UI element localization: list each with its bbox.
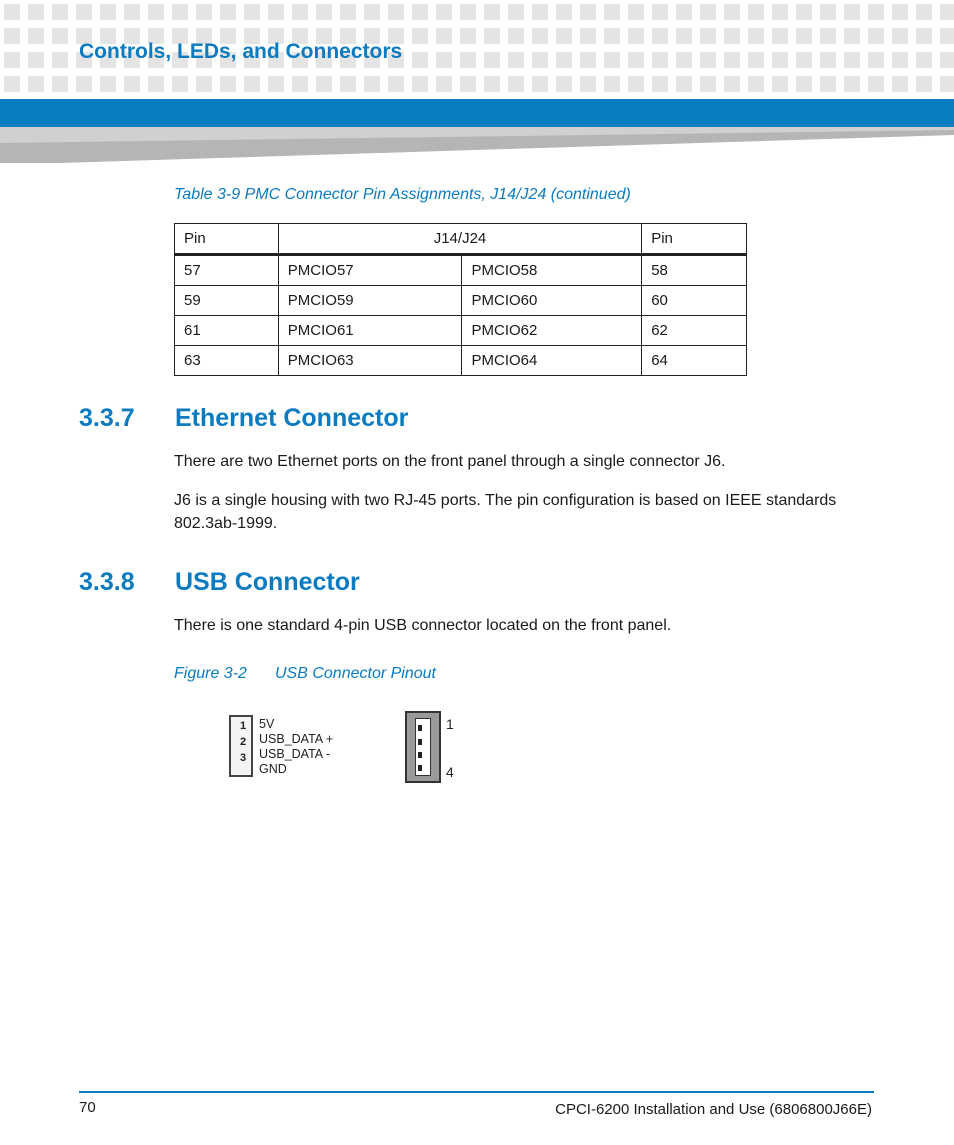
figure-caption — [174, 665, 436, 683]
table-cell: PMCIO59 — [278, 286, 462, 316]
pattern-cell — [724, 28, 740, 44]
pattern-cell — [4, 76, 20, 92]
usb-pin-first-label: 1 — [446, 716, 454, 732]
pattern-cell — [892, 28, 908, 44]
table-cell: PMCIO61 — [278, 316, 462, 346]
section-number: 3.3.8 — [79, 568, 135, 596]
pin-number-box — [229, 715, 253, 777]
header-section-title: Controls, LEDs, and Connectors — [79, 40, 403, 63]
pattern-cell — [196, 76, 212, 92]
pin-number: 3 — [240, 752, 247, 764]
table-cell: PMCIO58 — [462, 255, 642, 286]
table-caption: Table 3-9 PMC Connector Pin Assignments, J14/J24 (continued) — [174, 186, 631, 203]
pattern-cell — [172, 4, 188, 20]
header-pin-right: Pin — [642, 224, 747, 255]
pattern-cell — [532, 28, 548, 44]
pattern-cell — [388, 4, 404, 20]
pattern-cell — [100, 76, 116, 92]
pattern-cell — [292, 76, 308, 92]
pattern-cell — [412, 28, 428, 44]
pattern-cell — [148, 76, 164, 92]
table-cell: PMCIO64 — [462, 346, 642, 376]
pattern-cell — [508, 28, 524, 44]
pattern-cell — [724, 52, 740, 68]
pattern-cell — [220, 76, 236, 92]
usb-connector-icon — [405, 711, 441, 783]
pattern-cell — [940, 4, 954, 20]
pattern-cell — [508, 4, 524, 20]
pattern-cell — [796, 28, 812, 44]
usb-connector-slot — [415, 718, 431, 776]
pattern-cell — [652, 4, 668, 20]
pattern-cell — [340, 4, 356, 20]
pattern-cell — [124, 4, 140, 20]
pin-label: USB_DATA - — [259, 747, 331, 761]
pattern-cell — [388, 76, 404, 92]
pattern-cell — [460, 4, 476, 20]
table-cell: PMCIO60 — [462, 286, 642, 316]
pattern-cell — [436, 76, 452, 92]
pattern-cell — [412, 52, 428, 68]
pattern-cell — [268, 4, 284, 20]
pattern-cell — [316, 76, 332, 92]
pattern-cell — [724, 4, 740, 20]
pin-assignment-table — [174, 223, 747, 376]
pattern-cell — [76, 76, 92, 92]
pattern-cell — [244, 76, 260, 92]
pattern-cell — [4, 28, 20, 44]
pattern-cell — [556, 28, 572, 44]
footer-rule — [79, 1091, 874, 1093]
pattern-cell — [412, 76, 428, 92]
pattern-cell — [748, 76, 764, 92]
pin-label: 5V — [259, 717, 275, 731]
pattern-cell — [820, 4, 836, 20]
table-cell: 61 — [175, 316, 279, 346]
pattern-cell — [676, 76, 692, 92]
pattern-cell — [820, 76, 836, 92]
pattern-cell — [52, 76, 68, 92]
pattern-cell — [412, 4, 428, 20]
pattern-cell — [268, 76, 284, 92]
pattern-cell — [460, 28, 476, 44]
pattern-cell — [460, 76, 476, 92]
pattern-cell — [628, 76, 644, 92]
pattern-cell — [676, 28, 692, 44]
pattern-cell — [868, 28, 884, 44]
pattern-cell — [484, 4, 500, 20]
pattern-cell — [172, 76, 188, 92]
pattern-cell — [916, 76, 932, 92]
header-blue-bar — [0, 99, 954, 127]
page-number: 70 — [79, 1099, 96, 1116]
pattern-cell — [916, 28, 932, 44]
pattern-cell — [124, 76, 140, 92]
pattern-cell — [436, 28, 452, 44]
pattern-cell — [700, 52, 716, 68]
usb-pin — [418, 739, 422, 745]
pattern-cell — [748, 4, 764, 20]
pattern-cell — [892, 52, 908, 68]
usb-pin — [418, 765, 422, 771]
footer-doc-title: CPCI-6200 Installation and Use (6806800J66E) — [555, 1101, 872, 1118]
pattern-cell — [580, 4, 596, 20]
paragraph: There is one standard 4-pin USB connector located on the front panel. — [174, 617, 672, 634]
pattern-cell — [484, 52, 500, 68]
table-cell: 64 — [642, 346, 747, 376]
figure-number: Figure 3-2 — [174, 665, 247, 682]
usb-pin — [418, 752, 422, 758]
table-cell: 57 — [175, 255, 279, 286]
pattern-cell — [604, 28, 620, 44]
pin-number: 1 — [240, 720, 247, 732]
pattern-cell — [508, 76, 524, 92]
pattern-cell — [820, 28, 836, 44]
pattern-cell — [892, 4, 908, 20]
pattern-cell — [652, 28, 668, 44]
pin-label: USB_DATA + — [259, 732, 334, 746]
table-row — [175, 255, 747, 286]
pattern-cell — [916, 52, 932, 68]
pattern-cell — [532, 76, 548, 92]
pattern-cell — [100, 4, 116, 20]
pattern-cell — [580, 28, 596, 44]
figure-title: USB Connector Pinout — [275, 665, 436, 682]
pattern-cell — [868, 52, 884, 68]
pattern-cell — [4, 52, 20, 68]
pattern-cell — [676, 4, 692, 20]
pattern-cell — [508, 52, 524, 68]
pattern-cell — [772, 76, 788, 92]
pattern-cell — [748, 52, 764, 68]
table-cell: 63 — [175, 346, 279, 376]
pattern-cell — [292, 4, 308, 20]
paragraph: J6 is a single housing with two RJ-45 ports. The pin configuration is based on IEEE standards 802.3ab-1999. — [174, 492, 837, 532]
pattern-cell — [628, 52, 644, 68]
pattern-cell — [868, 4, 884, 20]
pattern-cell — [796, 52, 812, 68]
pattern-cell — [796, 4, 812, 20]
pattern-cell — [556, 76, 572, 92]
section-heading-usb — [79, 568, 360, 597]
pattern-cell — [340, 76, 356, 92]
pattern-cell — [724, 76, 740, 92]
pattern-cell — [28, 4, 44, 20]
pin-label: GND — [259, 762, 287, 776]
pattern-cell — [196, 4, 212, 20]
pattern-cell — [28, 76, 44, 92]
section-heading-ethernet — [79, 404, 408, 433]
pattern-cell — [676, 52, 692, 68]
pattern-cell — [4, 4, 20, 20]
table-header-row — [175, 224, 747, 255]
table-row — [175, 316, 747, 346]
pattern-cell — [772, 4, 788, 20]
pattern-cell — [796, 76, 812, 92]
pattern-cell — [316, 4, 332, 20]
pattern-cell — [436, 52, 452, 68]
usb-pin-last-label: 4 — [446, 764, 454, 780]
pattern-cell — [28, 52, 44, 68]
pattern-cell — [220, 4, 236, 20]
pattern-cell — [700, 4, 716, 20]
pattern-cell — [52, 4, 68, 20]
pattern-cell — [652, 52, 668, 68]
pattern-cell — [940, 52, 954, 68]
paragraph: There are two Ethernet ports on the front panel through a single connector J6. — [174, 453, 726, 470]
section-title: Ethernet Connector — [175, 404, 409, 432]
pattern-cell — [940, 28, 954, 44]
pattern-cell — [604, 4, 620, 20]
pattern-cell — [556, 52, 572, 68]
pattern-cell — [844, 28, 860, 44]
pattern-cell — [532, 52, 548, 68]
section-title: USB Connector — [175, 568, 360, 596]
table-row — [175, 286, 747, 316]
pattern-cell — [460, 52, 476, 68]
pattern-cell — [748, 28, 764, 44]
pattern-cell — [52, 28, 68, 44]
pattern-cell — [892, 76, 908, 92]
pattern-cell — [844, 4, 860, 20]
table-cell: PMCIO57 — [278, 255, 462, 286]
table-cell: 60 — [642, 286, 747, 316]
pattern-cell — [556, 4, 572, 20]
table-cell: 59 — [175, 286, 279, 316]
pattern-cell — [532, 4, 548, 20]
pattern-cell — [772, 28, 788, 44]
pattern-cell — [76, 4, 92, 20]
pin-number: 2 — [240, 736, 247, 748]
table-cell: 58 — [642, 255, 747, 286]
pattern-cell — [580, 52, 596, 68]
usb-pin — [418, 725, 422, 731]
pattern-cell — [28, 28, 44, 44]
pattern-cell — [580, 76, 596, 92]
table-cell: PMCIO62 — [462, 316, 642, 346]
pattern-cell — [940, 76, 954, 92]
pattern-cell — [700, 28, 716, 44]
pattern-cell — [364, 4, 380, 20]
pattern-cell — [844, 76, 860, 92]
pattern-cell — [52, 52, 68, 68]
pattern-cell — [604, 52, 620, 68]
pattern-cell — [484, 76, 500, 92]
section-number: 3.3.7 — [79, 404, 135, 432]
pattern-cell — [700, 76, 716, 92]
table-cell: PMCIO63 — [278, 346, 462, 376]
pattern-cell — [916, 4, 932, 20]
pattern-cell — [364, 76, 380, 92]
pattern-cell — [628, 4, 644, 20]
table-row — [175, 346, 747, 376]
pattern-cell — [436, 4, 452, 20]
pattern-cell — [484, 28, 500, 44]
pattern-cell — [628, 28, 644, 44]
pattern-cell — [820, 52, 836, 68]
header-grey-swoosh — [0, 127, 954, 163]
table-cell: 62 — [642, 316, 747, 346]
pattern-cell — [148, 4, 164, 20]
header-pin-left: Pin — [175, 224, 279, 255]
pattern-cell — [604, 76, 620, 92]
pattern-cell — [844, 52, 860, 68]
pattern-cell — [772, 52, 788, 68]
pattern-cell — [244, 4, 260, 20]
header-connector: J14/J24 — [278, 224, 641, 255]
pattern-cell — [868, 76, 884, 92]
pattern-cell — [652, 76, 668, 92]
